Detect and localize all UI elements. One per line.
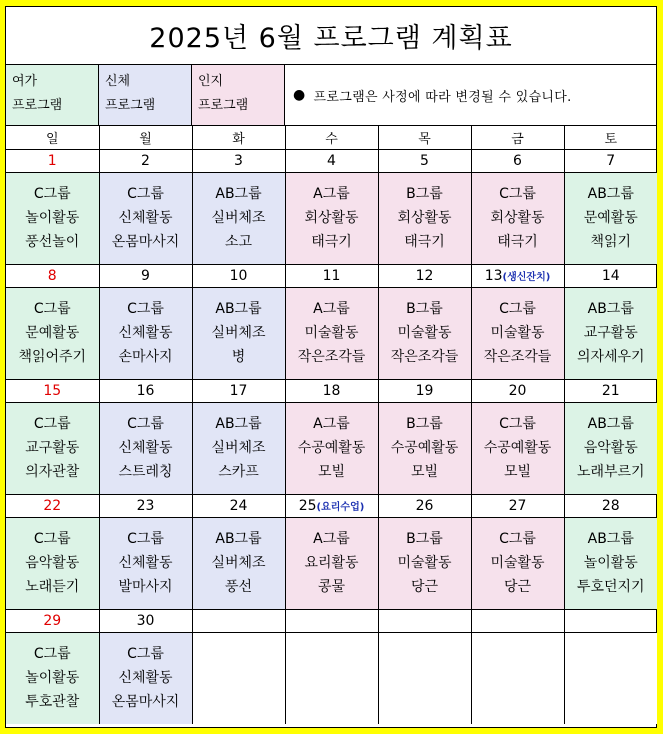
date-row: [6, 609, 657, 632]
program-line: C그룹: [33, 646, 71, 663]
program-cell: [99, 632, 192, 724]
date-number: 1: [47, 152, 57, 169]
program-line: 병: [231, 349, 246, 365]
weekday-cell: 금: [471, 126, 564, 149]
program-line: C그룹: [499, 531, 536, 547]
program-line: 모빌: [503, 464, 532, 480]
program-line: C그룹: [499, 186, 536, 202]
program-line: 미술활동: [397, 555, 452, 571]
date-number: 28: [601, 497, 620, 514]
date-number: 27: [508, 497, 527, 514]
date-cell: [99, 494, 192, 517]
date-cell: [378, 149, 471, 172]
program-cell: [564, 517, 657, 609]
date-cell: [99, 379, 192, 402]
date-cell: [6, 149, 99, 172]
program-cell: [564, 632, 657, 724]
page-title: 2025년 6월 프로그램 계획표: [6, 7, 656, 65]
program-line: 태극기: [311, 234, 352, 250]
date-number: 8: [47, 267, 57, 284]
program-row: [6, 517, 657, 609]
program-line: 실버체조: [211, 440, 266, 456]
program-cell: [192, 632, 285, 724]
date-event-note: (요리수업): [316, 501, 365, 513]
program-cell: [564, 402, 657, 494]
program-row: [6, 632, 657, 724]
date-number: 3: [234, 152, 243, 169]
date-number: 12: [415, 267, 434, 284]
legend-cognitive-line1: 인지: [198, 74, 224, 89]
date-cell: [285, 494, 378, 517]
program-cell: [285, 632, 378, 724]
program-line: 모빌: [317, 464, 346, 480]
date-number: 7: [606, 152, 616, 169]
program-line: 문예활동: [25, 325, 80, 341]
date-cell: [285, 149, 378, 172]
program-cell: [378, 287, 471, 379]
program-cell: [99, 287, 192, 379]
weekday-cell: 월: [99, 126, 192, 149]
program-line: 놀이활동: [25, 670, 80, 687]
program-line: 노래듣기: [25, 579, 80, 595]
program-line: 교구활동: [583, 325, 638, 341]
program-line: 수공예활동: [390, 440, 459, 456]
legend-leisure-line2: 프로그램: [12, 98, 63, 113]
weekday-cell: 화: [192, 126, 285, 149]
date-cell: [564, 609, 657, 632]
weekday-cell: 토: [564, 126, 657, 149]
program-cell: [378, 172, 471, 264]
program-line: C그룹: [499, 416, 536, 432]
program-line: AB그룹: [215, 416, 262, 432]
calendar-body: [6, 126, 657, 724]
program-line: C그룹: [127, 531, 164, 547]
legend-cognitive: [192, 65, 285, 125]
program-line: AB그룹: [587, 531, 634, 547]
program-cell: [192, 517, 285, 609]
program-line: 회상활동: [304, 210, 359, 226]
program-line: 신체활동: [118, 670, 173, 687]
program-line: B그룹: [406, 531, 443, 547]
program-line: 작은조각들: [390, 349, 459, 365]
date-number: 9: [141, 267, 150, 284]
calendar-table: [6, 126, 657, 724]
date-cell: [471, 149, 564, 172]
date-number: 26: [415, 497, 434, 514]
date-cell: [471, 379, 564, 402]
date-cell: [99, 264, 192, 287]
program-line: C그룹: [127, 301, 164, 317]
date-cell: [285, 609, 378, 632]
program-line: 수공예활동: [297, 440, 366, 456]
date-cell: [564, 149, 657, 172]
program-line: 노래부르기: [576, 464, 645, 480]
date-number: 22: [43, 497, 62, 514]
legend-leisure-line1: 여가: [12, 74, 38, 89]
program-line: 수공예활동: [483, 440, 552, 456]
program-line: 온몸마사지: [111, 234, 180, 250]
program-cell: [564, 287, 657, 379]
program-line: C그룹: [33, 186, 71, 202]
program-line: 실버체조: [211, 210, 266, 226]
program-line: 요리활동: [304, 555, 359, 571]
date-cell: [471, 494, 564, 517]
program-line: 당근: [410, 579, 439, 595]
program-row: [6, 402, 657, 494]
program-line: C그룹: [499, 301, 536, 317]
program-cell: [6, 172, 99, 264]
date-cell: [192, 264, 285, 287]
date-number: 15: [43, 382, 62, 399]
program-line: 미술활동: [490, 325, 545, 341]
weekday-cell: 목: [378, 126, 471, 149]
program-line: 실버체조: [211, 555, 266, 571]
date-cell: [471, 264, 564, 287]
program-line: AB그룹: [587, 186, 634, 202]
program-line: 문예활동: [583, 210, 638, 226]
program-cell: [99, 517, 192, 609]
date-cell: [6, 379, 99, 402]
program-line: 손마사지: [118, 349, 173, 365]
program-cell: [471, 172, 564, 264]
schedule-sheet: [5, 6, 657, 728]
program-cell: [192, 402, 285, 494]
program-line: 작은조각들: [297, 349, 366, 365]
program-line: 신체활동: [118, 555, 173, 571]
program-line: A그룹: [313, 531, 350, 547]
program-line: B그룹: [406, 301, 443, 317]
program-line: 모빌: [410, 464, 439, 480]
program-line: AB그룹: [215, 301, 262, 317]
date-number: 4: [327, 152, 336, 169]
program-row: [6, 172, 657, 264]
program-line: A그룹: [313, 301, 350, 317]
program-line: 작은조각들: [483, 349, 552, 365]
program-line: AB그룹: [587, 416, 634, 432]
program-line: C그룹: [127, 416, 164, 432]
date-cell: [99, 149, 192, 172]
date-cell: [564, 264, 657, 287]
program-line: AB그룹: [215, 531, 262, 547]
program-cell: [99, 402, 192, 494]
program-cell: [378, 517, 471, 609]
program-cell: [6, 517, 99, 609]
program-line: C그룹: [127, 186, 164, 202]
program-cell: [471, 287, 564, 379]
date-cell: [192, 379, 285, 402]
program-line: 음악활동: [583, 440, 638, 456]
bullet-icon: ●: [293, 87, 306, 103]
date-cell: [285, 379, 378, 402]
program-line: 풍선놀이: [25, 234, 80, 250]
date-number: 29: [43, 612, 62, 629]
program-cell: [564, 172, 657, 264]
program-line: 콩물: [317, 579, 346, 595]
program-line: 신체활동: [118, 440, 173, 456]
date-number: 14: [601, 267, 620, 284]
program-cell: [378, 402, 471, 494]
program-line: 태극기: [404, 234, 445, 250]
weekday-row: [6, 126, 657, 149]
date-number: 30: [136, 612, 155, 629]
program-line: 스트레칭: [118, 464, 173, 480]
program-line: 신체활동: [118, 325, 173, 341]
program-line: 투호관찰: [25, 694, 80, 711]
program-line: AB그룹: [587, 301, 634, 317]
legend-note: [285, 65, 656, 125]
legend-cognitive-line2: 프로그램: [198, 98, 249, 113]
date-cell: [285, 264, 378, 287]
date-number: 19: [415, 382, 434, 399]
program-cell: [6, 287, 99, 379]
date-number: 17: [229, 382, 248, 399]
date-cell: [6, 494, 99, 517]
program-cell: [285, 517, 378, 609]
program-cell: [192, 287, 285, 379]
date-number: 16: [136, 382, 155, 399]
program-cell: [471, 517, 564, 609]
program-line: 풍선: [224, 579, 253, 595]
program-cell: [6, 402, 99, 494]
program-line: 온몸마사지: [111, 694, 180, 711]
date-event-note: (생신잔치): [502, 271, 551, 283]
program-line: 소고: [224, 234, 253, 250]
date-cell: [192, 494, 285, 517]
program-line: C그룹: [33, 416, 71, 432]
program-cell: [192, 172, 285, 264]
date-cell: [6, 264, 99, 287]
program-line: 음악활동: [25, 555, 80, 571]
date-cell: [378, 379, 471, 402]
program-line: 놀이활동: [25, 210, 80, 226]
program-cell: [378, 632, 471, 724]
date-row: [6, 149, 657, 172]
date-number: 2: [141, 152, 150, 169]
program-cell: [471, 632, 564, 724]
program-cell: [471, 402, 564, 494]
program-line: 미술활동: [490, 555, 545, 571]
date-number: 11: [322, 267, 341, 284]
date-row: [6, 379, 657, 402]
date-number: 6: [513, 152, 522, 169]
program-line: C그룹: [33, 531, 71, 547]
date-number: 23: [136, 497, 155, 514]
program-line: 책읽기: [590, 234, 632, 250]
date-cell: [378, 494, 471, 517]
date-number: 20: [508, 382, 527, 399]
date-number: 13: [484, 267, 503, 284]
program-cell: [6, 632, 99, 724]
program-line: A그룹: [313, 416, 350, 432]
program-line: 미술활동: [304, 325, 359, 341]
weekday-cell: 일: [6, 126, 99, 149]
weekday-cell: 수: [285, 126, 378, 149]
program-line: 발마사지: [118, 579, 173, 595]
legend-row: [6, 65, 656, 126]
legend-leisure: [6, 65, 99, 125]
program-line: 회상활동: [397, 210, 452, 226]
program-line: 책읽어주기: [18, 349, 87, 365]
program-line: 교구활동: [25, 440, 80, 456]
program-line: 회상활동: [490, 210, 545, 226]
program-line: 투호던지기: [576, 579, 645, 595]
date-number: 24: [229, 497, 248, 514]
program-line: 신체활동: [118, 210, 173, 226]
date-cell: [192, 609, 285, 632]
program-cell: [99, 172, 192, 264]
program-line: 당근: [503, 579, 532, 595]
program-cell: [285, 172, 378, 264]
date-number: 5: [420, 152, 429, 169]
program-line: B그룹: [406, 186, 443, 202]
program-line: 실버체조: [211, 325, 266, 341]
program-line: 미술활동: [397, 325, 452, 341]
program-line: 놀이활동: [583, 555, 638, 571]
date-cell: [378, 264, 471, 287]
date-cell: [378, 609, 471, 632]
date-row: [6, 264, 657, 287]
program-line: 스카프: [218, 464, 259, 480]
date-cell: [564, 494, 657, 517]
date-cell: [471, 609, 564, 632]
date-number: 25: [298, 497, 317, 514]
program-line: AB그룹: [215, 186, 262, 202]
program-cell: [285, 287, 378, 379]
program-line: C그룹: [33, 301, 71, 317]
date-number: 18: [322, 382, 341, 399]
date-number: 10: [229, 267, 248, 284]
date-cell: [99, 609, 192, 632]
program-line: 태극기: [497, 234, 538, 250]
legend-body-line2: 프로그램: [105, 98, 156, 113]
program-line: C그룹: [127, 646, 164, 663]
date-cell: [6, 609, 99, 632]
date-cell: [192, 149, 285, 172]
program-line: A그룹: [313, 186, 350, 202]
program-line: 의자관찰: [25, 464, 80, 480]
program-line: 의자세우기: [576, 349, 645, 365]
legend-body: [99, 65, 192, 125]
program-row: [6, 287, 657, 379]
program-cell: [285, 402, 378, 494]
legend-note-text: 프로그램은 사정에 따라 변경될 수 있습니다.: [313, 89, 572, 105]
date-number: 21: [601, 382, 620, 399]
program-line: B그룹: [406, 416, 443, 432]
date-row: [6, 494, 657, 517]
date-cell: [564, 379, 657, 402]
legend-body-line1: 신체: [105, 74, 131, 89]
